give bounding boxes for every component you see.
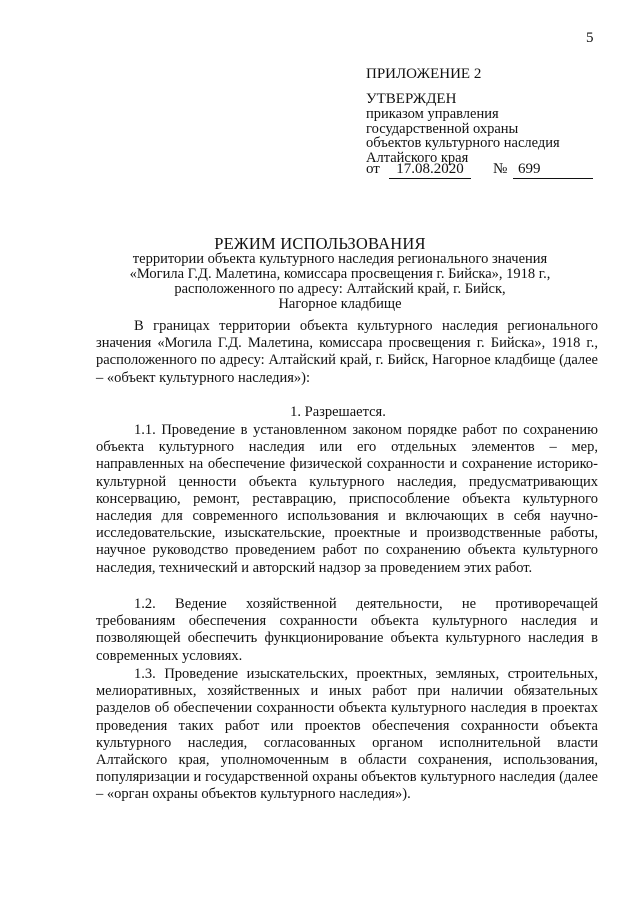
subtitle-line: территории объекта культурного наследия регионального значения: [132, 251, 548, 267]
approval-line: приказом управления: [366, 106, 499, 122]
paragraph-1-1-text: 1.1. Проведение в установленном законом порядке работ по сохранению объекта культурного наследия или его отдельных элементов – мер, направленных на обеспечение физической сохранности и сохранение историко-культурной ценности объекта культурного наследия, предусматривающих консервацию, ремонт, реставрацию, приспособление объекта культурного наследия для современного использования и включающих в себя научно-исследовательские, изыскательские, проектные и производственные работы, научное руководство проведением работ по сохранению объекта культурного наследия, технический и авторский надзор за проведением этих работ.: [96, 422, 598, 576]
document-title: РЕЖИМ ИСПОЛЬЗОВАНИЯ: [214, 234, 426, 253]
order-number-label: №: [493, 161, 508, 177]
section-1-title: 1. Разрешается.: [290, 404, 386, 420]
approval-line: государственной охраны: [366, 120, 519, 137]
approval-authority: [366, 107, 560, 165]
appendix-heading: ПРИЛОЖЕНИЕ 2: [366, 66, 482, 82]
paragraph-1-2-text: 1.2. Ведение хозяйственной деятельности, не противоречащей требованиям обеспечения сохранности объекта культурного наследия и позволяющей обеспечить функционирование объекта культурного наследия в современных условиях.: [96, 596, 598, 664]
approved-heading: УТВЕРЖДЕН: [366, 91, 457, 107]
order-date: 17.08.2020: [389, 161, 471, 179]
order-from-label: от: [366, 161, 380, 177]
paragraph-1-3-text: 1.3. Проведение изыскательских, проектных, земляных, строительных, мелиоративных, хозяйственных и иных работ при наличии обязательных разделов об обеспечении сохранности объекта культурного наследия в проектах проведения таких работ или проектов обеспечения сохранности объекта культурного наследия, согласованных органом исполнительной власти Алтайского края, уполномоченным в области сохранения, использования, популяризации и государственной охраны объектов культурного наследия (далее – «орган охраны объектов культурного наследия»).: [96, 666, 598, 803]
intro-text: В границах территории объекта культурного наследия регионального значения «Могила Г.Д. Малетина, комиссара просвещения г. Бийска», 1918 г., расположенного по адресу: Алтайский край, г. Бийск, Нагорное кладбище (далее – «объект культурного наследия»):: [96, 318, 598, 386]
subtitle-line: расположенного по адресу: Алтайский край, г. Бийск,: [174, 281, 506, 297]
approval-line: объектов культурного наследия: [366, 135, 560, 151]
paragraph-1-2: [96, 596, 598, 665]
order-number-value: 699: [518, 161, 541, 177]
order-number: [513, 161, 593, 179]
approval-line: Алтайского края: [366, 149, 469, 166]
page-number: 5: [586, 30, 594, 46]
paragraph-1-3: [96, 666, 598, 804]
document-subtitle: [100, 252, 580, 312]
paragraph-1-1: [96, 422, 598, 577]
subtitle-line: Нагорное кладбище: [278, 296, 402, 312]
subtitle-line: «Могила Г.Д. Малетина, комиссара просвещения г. Бийска», 1918 г.,: [129, 266, 551, 282]
intro-paragraph: [96, 318, 598, 387]
